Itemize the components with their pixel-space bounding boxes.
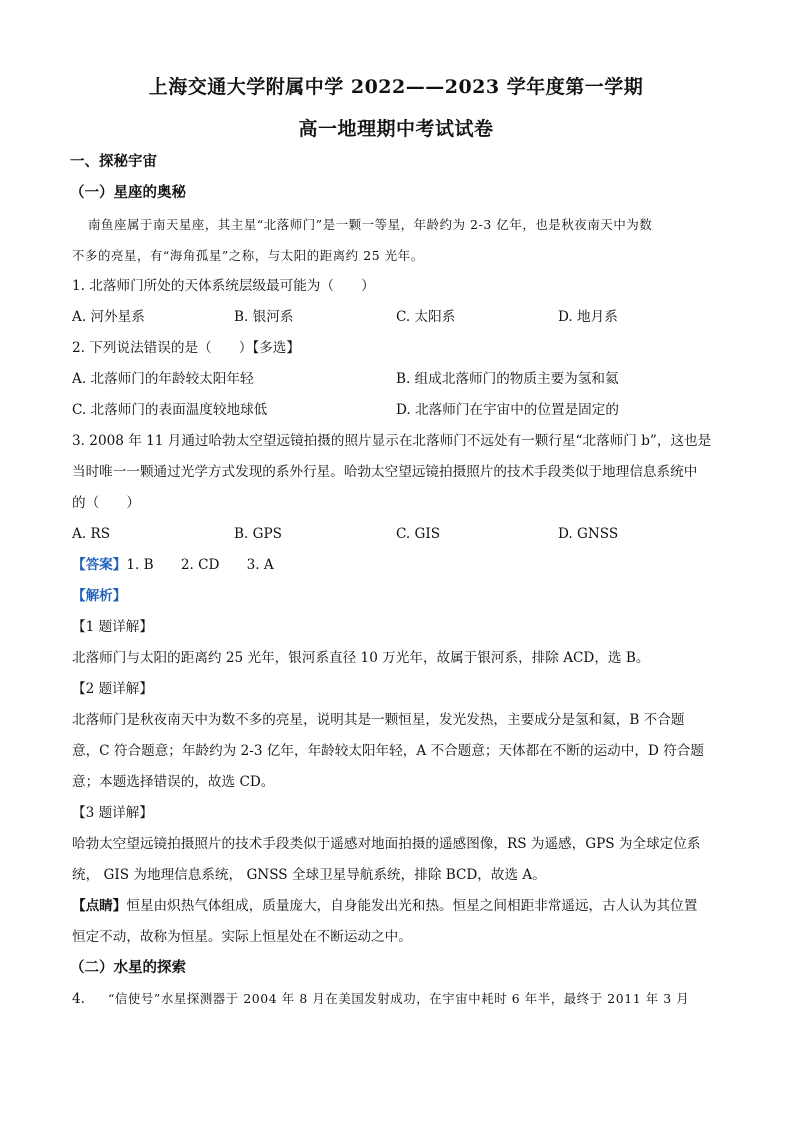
detail-1-text: 北落师门与太阳的距离约 25 光年，银河系直径 10 万光年，故属于银河系，排除 ACD，选 B。	[72, 650, 650, 666]
q1-option-d: D. 地月系	[558, 309, 618, 325]
question-4-number: 4.	[72, 991, 85, 1007]
answer-label: 【答案】	[72, 557, 127, 573]
question-3-stem-line: 的（ ）	[72, 495, 140, 511]
q3-option-c: C. GIS	[396, 526, 441, 542]
tip-text: 恒星由炽热气体组成，质量庞大，自身能发出光和热。恒星之间相距非常遥远，古人认为其位置	[126, 898, 698, 914]
tip-text-line: 恒定不动，故称为恒星。实际上恒星处在不断运动之中。	[72, 929, 412, 945]
detail-2-label: 【2 题详解】	[72, 681, 153, 697]
question-2-stem: 2. 下列说法错误的是（ ）【多选】	[72, 340, 300, 356]
intro-paragraph-line: 南鱼座属于南天星座，其主星“北落师门”是一颗一等星，年龄约为 2-3 亿年，也是秋夜南天中为数	[88, 217, 653, 232]
detail-2-text-line: 北落师门是秋夜南天中为数不多的亮星，说明其是一颗恒星，发光发热，主要成分是氢和氦，B 不合题	[72, 712, 685, 728]
exam-subtitle: 高一地理期中考试试卷	[298, 118, 494, 140]
q3-option-a: A. RS	[72, 526, 111, 542]
tip-label: 【点睛】	[72, 898, 127, 914]
question-3-stem-line: 3. 2008 年 11 月通过哈勃太空望远镜拍摄的照片显示在北落师门不远处有一颗行星“北落师门 b”，这也是	[72, 433, 712, 449]
section-heading: 一、探秘宇宙	[70, 153, 157, 170]
detail-1-label: 【1 题详解】	[72, 619, 153, 635]
q1-option-b: B. 银河系	[234, 309, 294, 325]
detail-3-text-line: 统， GIS 为地理信息系统， GNSS 全球卫星导航系统，排除 BCD，故选 A。	[72, 867, 546, 883]
tip-line	[72, 896, 697, 916]
question-1-stem: 1. 北落师门所处的天体系统层级最可能为（ ）	[72, 278, 375, 294]
question-4-text: “信使号”水星探测器于 2004 年 8 月在美国发射成功，在宇宙中耗时 6 年半，最终于 2011 年 3 月	[108, 991, 690, 1006]
detail-3-text-line: 哈勃太空望远镜拍摄照片的技术手段类似于遥感对地面拍摄的遥感图像，RS 为遥感，GPS 为全球定位系	[72, 836, 701, 852]
q1-option-c: C. 太阳系	[396, 309, 456, 325]
detail-3-label: 【3 题详解】	[72, 805, 153, 821]
q2-option-b: B. 组成北落师门的物质主要为氢和氦	[396, 371, 619, 387]
subsection-heading-1: （一）星座的奥秘	[70, 184, 186, 201]
analysis-label: 【解析】	[72, 588, 127, 604]
answer-line	[72, 555, 274, 575]
answer-text: 1. B 2. CD 3. A	[126, 557, 274, 573]
detail-2-text-line: 意；本题选择错误的，故选 CD。	[72, 774, 275, 790]
q3-option-d: D. GNSS	[558, 526, 619, 542]
q1-option-a: A. 河外星系	[72, 309, 145, 325]
q2-option-c: C. 北落师门的表面温度较地球低	[72, 402, 268, 418]
intro-paragraph-line: 不多的亮星，有“海角孤星”之称，与太阳的距离约 25 光年。	[72, 248, 424, 263]
subsection-heading-2: （二）水星的探索	[70, 959, 186, 976]
exam-title: 上海交通大学附属中学 2022——2023 学年度第一学期	[148, 76, 644, 98]
question-3-stem-line: 当时唯一一颗通过光学方式发现的系外行星。哈勃太空望远镜拍摄照片的技术手段类似于地理信息系统中	[72, 464, 698, 480]
q3-option-b: B. GPS	[234, 526, 282, 542]
detail-2-text-line: 意，C 符合题意；年龄约为 2-3 亿年，年龄较太阳年轻，A 不合题意；天体都在不断的运动中，D 符合题	[72, 743, 704, 759]
q2-option-a: A. 北落师门的年龄较太阳年轻	[72, 371, 254, 387]
q2-option-d: D. 北落师门在宇宙中的位置是固定的	[396, 402, 619, 418]
